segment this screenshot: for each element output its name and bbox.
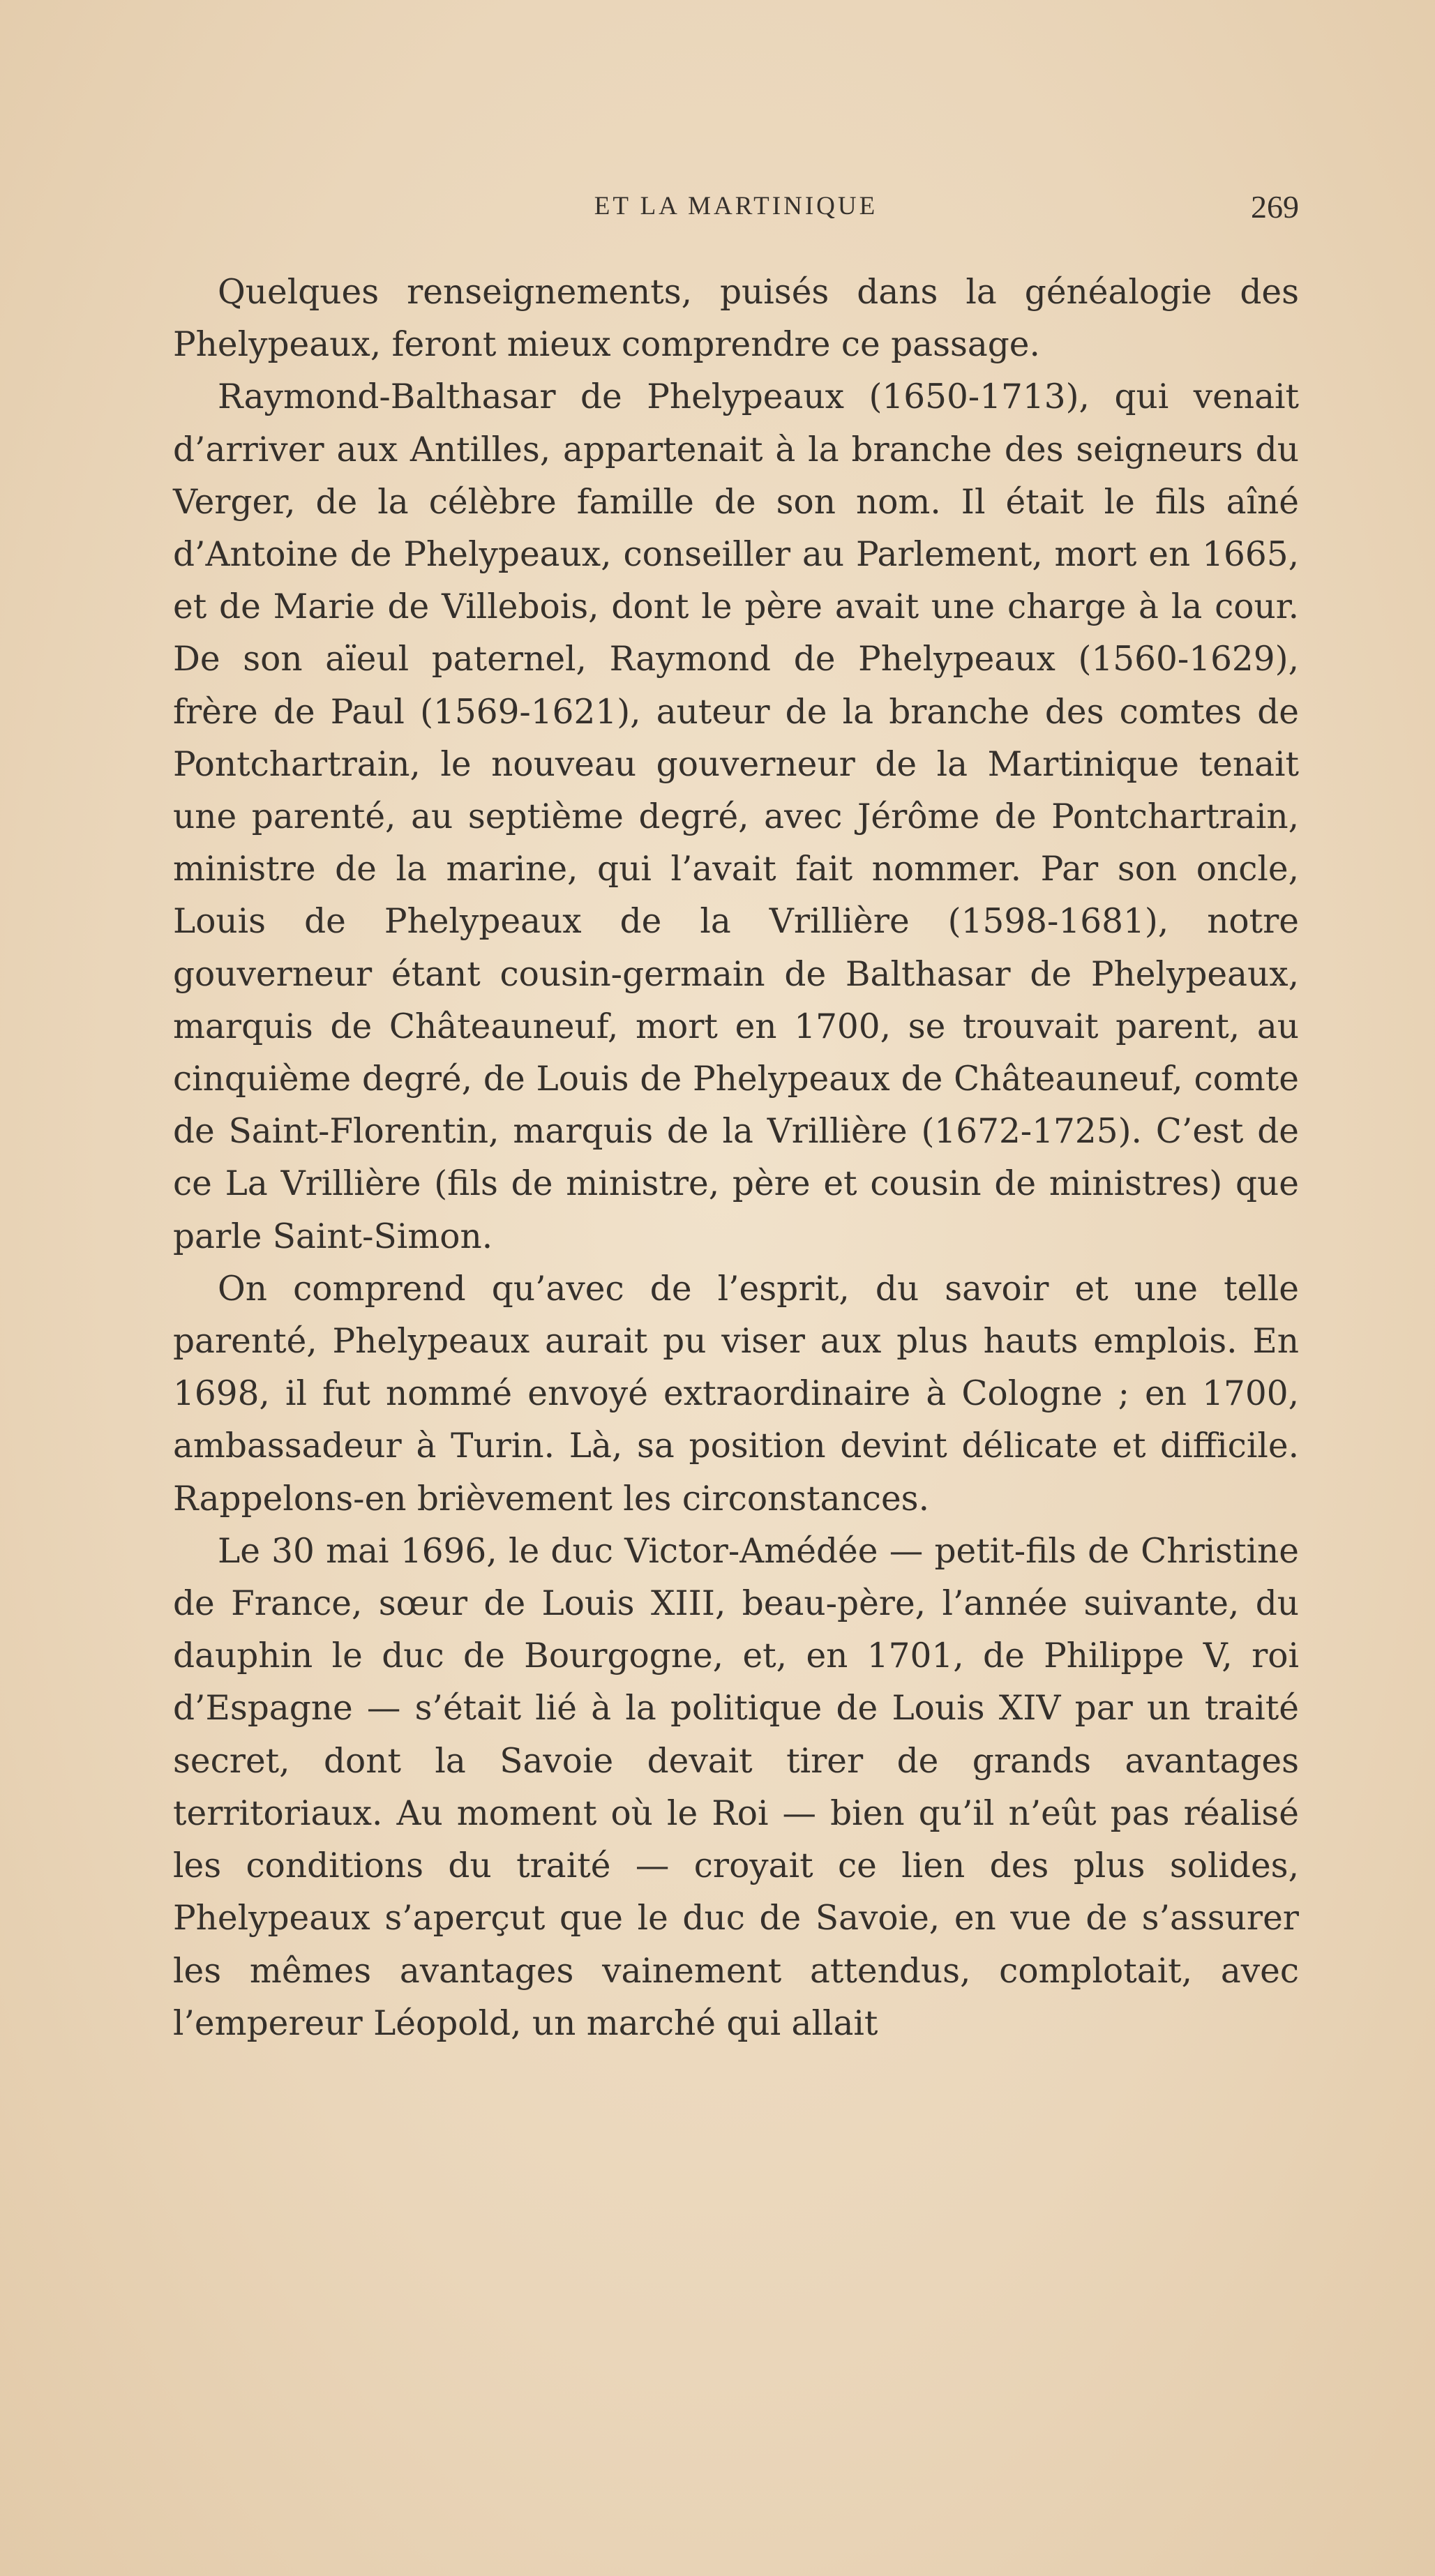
page-number: 269 <box>1251 189 1299 225</box>
paragraph: On comprend qu’avec de l’esprit, du savoir et une telle parenté, Phelypeaux aurait pu viser aux plus hauts emplois. En 1698, il fut nommé envoyé extraordinaire à Cologne ; en 1700, ambassadeur à Turin. Là, sa position devint délicate et difficile. Rappelons-en brièvement les circonstances. <box>173 1269 1299 1519</box>
running-title: ET LA MARTINIQUE <box>594 192 878 220</box>
paragraph: Quelques renseignements, puisés dans la généalogie des Phelypeaux, feront mieux comprendre ce passage. <box>173 273 1299 365</box>
paragraph: Le 30 mai 1696, le duc Victor-Amédée — petit-fils de Christine de France, sœur de Louis XIII, beau-père, l’année suivante, du dauphin le duc de Bourgogne, et, en 1701, de Philippe V, roi d’Espagne — s’était lié à la politique de Louis XIV par un traité secret, dont la Savoie devait tirer de grands avantages territoriaux. Au moment où le Roi — bien qu’il n’eût pas réalisé les conditions du traité — croyait ce lien des plus solides, Phelypeaux s’aperçut que le duc de Savoie, en vue de s’assurer les mêmes avantages vainement attendus, complotait, avec l’empereur Léopold, un marché qui allait <box>173 1531 1299 2043</box>
running-head <box>173 187 1299 229</box>
body-text <box>173 266 1299 2050</box>
paragraph: Raymond-Balthasar de Phelypeaux (1650-1713), qui venait d’arriver aux Antilles, appartenait à la branche des seigneurs du Verger, de la célèbre famille de son nom. Il était le fils aîné d’Antoine de Phelypeaux, conseiller au Parlement, mort en 1665, et de Marie de Villebois, dont le père avait une charge à la cour. De son aïeul paternel, Raymond de Phelypeaux (1560-1629), frère de Paul (1569-1621), auteur de la branche des comtes de Pontchartrain, le nouveau gouverneur de la Martinique tenait une parenté, au septième degré, avec Jérôme de Pontchartrain, ministre de la marine, qui l’avait fait nommer. Par son oncle, Louis de Phelypeaux de la Vrillière (1598-1681), notre gouverneur étant cousin-germain de Balthasar de Phelypeaux, marquis de Châteauneuf, mort en 1700, se trouvait parent, au cinquième degré, de Louis de Phelypeaux de Châteauneuf, comte de Saint-Florentin, marquis de la Vrillière (1672-1725). C’est de ce La Vrillière (fils de ministre, père et cousin de ministres) que parle Saint-Simon. <box>173 377 1299 1256</box>
